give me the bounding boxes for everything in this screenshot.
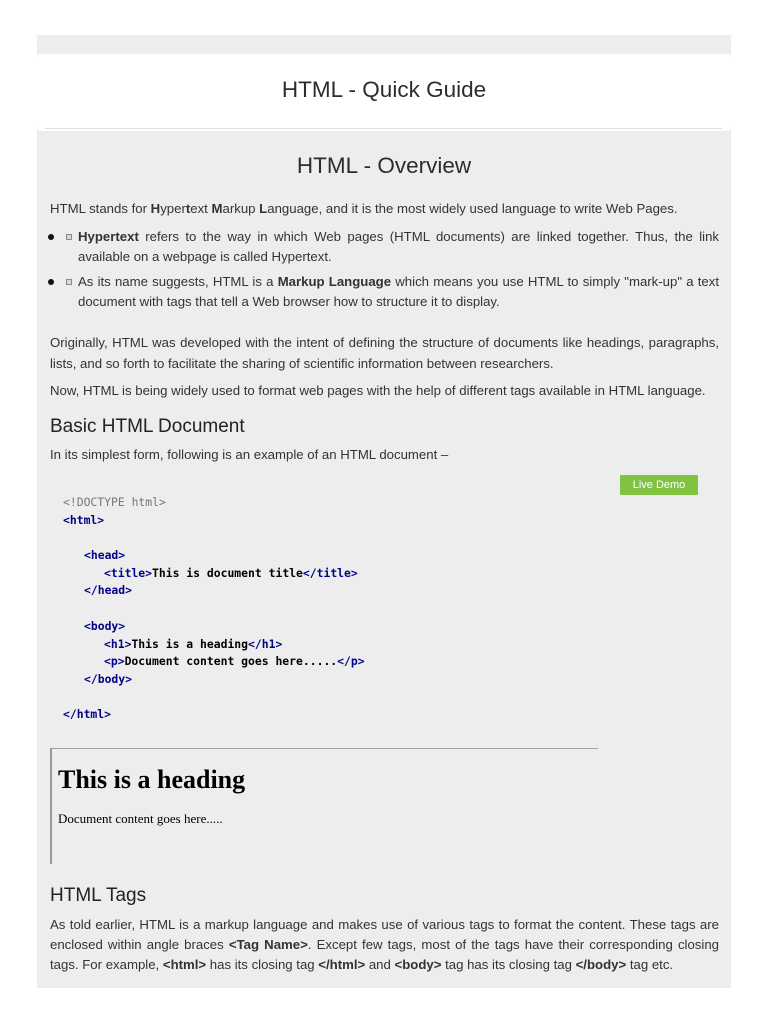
html-tags-paragraph [50,915,719,975]
code-text: Document content goes here..... [124,654,338,669]
header-divider [45,128,722,129]
bullet-disc-icon [48,234,54,240]
code-tag: </p> [337,654,365,669]
text-segment: yper [160,201,186,216]
code-line [63,618,623,636]
overview-paragraph-origin: Originally, HTML was developed with the intent of defining the structure of documents like headings, paragraphs, lists, and so forth to facilitate the sharing of scientific information between researchers. [50,335,719,371]
output-paragraph: Document content goes here..... [58,811,223,826]
basic-document-intro: In its simplest form, following is an example of an HTML document – [50,447,449,462]
code-line [63,512,623,530]
code-doctype: <!DOCTYPE html> [63,495,166,509]
bold-initial: L [259,201,268,216]
bold-tag-name: <body> [394,957,442,972]
text-segment: and [365,957,395,972]
text-segment: has its closing tag [206,957,319,972]
page-header-card [37,54,731,131]
section-title-overview: HTML - Overview [296,153,472,178]
rendered-output-preview [50,748,598,864]
bold-tag-name: </html> [318,957,366,972]
code-line [63,706,623,724]
page-title: HTML - Quick Guide [281,77,487,102]
bold-tag-name: </body> [575,957,627,972]
code-tag: <title> [104,565,153,580]
code-blank-line [63,689,623,707]
text-segment: . Except few tags, most of the tags have their corresponding closing tags. For example, [50,937,720,972]
code-line [63,494,623,512]
bullet-disc-icon [48,279,54,285]
list-item-text [78,272,719,312]
code-line [63,636,623,654]
bold-term: Hypertext [78,229,139,244]
content-panel [37,35,731,988]
text-segment: tag has its closing tag [441,957,576,972]
code-tag: <h1> [104,636,132,651]
subheading-basic-html-document: Basic HTML Document [50,416,245,437]
bold-term: Markup Language [277,274,392,289]
list-item [37,272,731,312]
square-bullet-icon [66,279,72,285]
text-segment: As its name suggests, HTML is a [78,274,278,289]
code-block [63,494,623,724]
code-tag: </html> [63,707,112,722]
code-text: This is a heading [131,636,249,651]
text-segment: anguage, and it is the most widely used language to write Web Pages. [267,201,678,216]
text-segment: As told earlier, HTML is a markup language and makes use of various tags to format the content. These tags are enclosed within angle braces [50,917,719,952]
output-heading: This is a heading [58,765,246,794]
code-tag: </h1> [248,636,283,651]
code-line [63,547,623,565]
list-item-text [78,227,719,267]
code-text: This is document title [152,565,303,580]
square-bullet-icon [66,234,72,240]
overview-intro-paragraph [50,199,719,219]
code-line [63,653,623,671]
code-blank-line [63,600,623,618]
code-line [63,582,623,600]
subheading-html-tags: HTML Tags [50,885,147,906]
code-tag: <html> [63,512,105,527]
bold-initial: H [150,201,161,216]
bold-tag-name: <Tag Name> [228,937,308,952]
text-segment: HTML stands for [50,201,151,216]
text-segment: refers to the way in which Web pages (HTML documents) are linked together. Thus, the link available on a webpage is called Hypertext. [78,229,719,264]
code-line [63,671,623,689]
bold-initial: t [185,201,191,216]
live-demo-button[interactable]: Live Demo [620,475,698,495]
bold-initial: M [211,201,223,216]
code-tag: </title> [302,565,358,580]
code-line [63,565,623,583]
code-blank-line [63,529,623,547]
list-item [37,227,731,267]
code-tag: <head> [84,548,126,563]
text-segment: arkup [222,201,260,216]
code-tag: <body> [84,618,126,633]
text-segment: which means you use HTML to simply "mark-up" a text document with tags that tell a Web browser how to structure it to display. [78,274,719,309]
text-segment: tag etc. [626,957,674,972]
overview-paragraph-usage: Now, HTML is being widely used to format web pages with the help of different tags available in HTML language. [50,383,706,398]
code-tag: <p> [104,654,125,669]
bold-tag-name: <html> [162,957,207,972]
text-segment: ext [190,201,212,216]
code-tag: </head> [84,583,133,598]
code-tag: </body> [84,671,133,686]
